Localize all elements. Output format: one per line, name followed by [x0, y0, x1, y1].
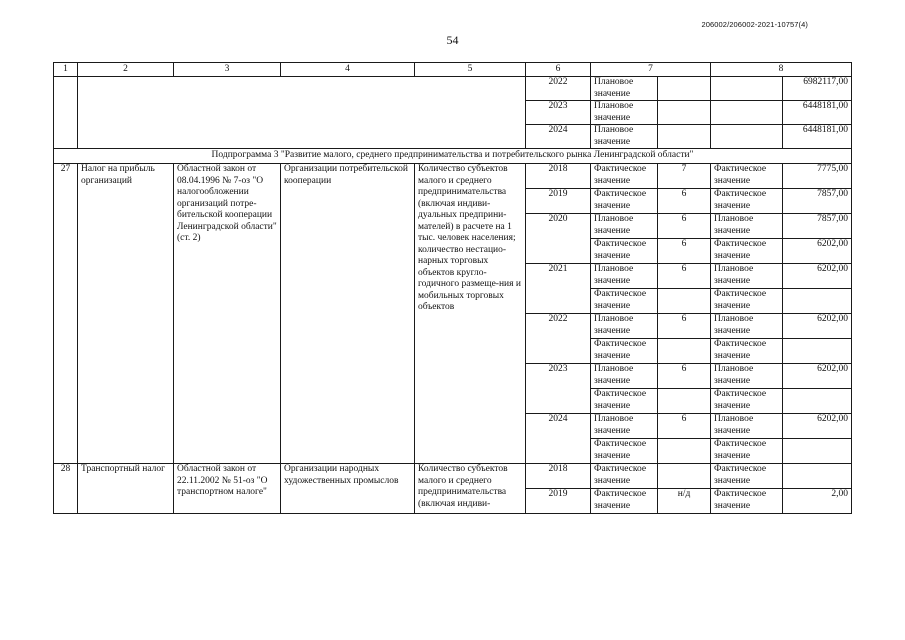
cell-value-kind: Плановое значение — [591, 264, 658, 289]
cell-amount: 7775,00 — [783, 164, 852, 189]
cell-value-kind: Плановое значение — [591, 77, 658, 101]
cell-value-kind: Фактическое значение — [711, 389, 783, 414]
cell-year: 2022 — [526, 77, 591, 101]
cell-amount: 6448181,00 — [783, 101, 852, 125]
cell-value-kind — [711, 101, 783, 125]
cell-value-kind: Фактическое значение — [591, 164, 658, 189]
cell-amount — [783, 389, 852, 414]
cell-value-kind: Фактическое значение — [711, 464, 783, 489]
column-header: 5 — [415, 63, 526, 77]
cell-amount: 6448181,00 — [783, 125, 852, 149]
cell-value-kind: Фактическое значение — [591, 289, 658, 314]
cell-year: 2019 — [526, 489, 591, 514]
cell-year: 2018 — [526, 164, 591, 189]
cell-year: 2022 — [526, 314, 591, 364]
cell-value-kind: Фактическое значение — [591, 464, 658, 489]
cell-value-kind: Фактическое значение — [711, 439, 783, 464]
table-row — [54, 464, 852, 489]
cell-amount: 6202,00 — [783, 314, 852, 339]
subprogram-title: Подпрограмма 3 "Развитие малого, среднего предпринимательства и потребительского рынка Ленинградской области" — [54, 149, 852, 164]
cell-value-kind: Фактическое значение — [591, 439, 658, 464]
column-header: 4 — [281, 63, 415, 77]
cell-count: 7 — [658, 164, 711, 189]
cell-count — [658, 464, 711, 489]
cell-count — [658, 101, 711, 125]
cell-count — [658, 125, 711, 149]
column-header: 3 — [174, 63, 281, 77]
column-header: 6 — [526, 63, 591, 77]
cell-indicator: Количество субъектов малого и среднего предпринимательства (включая индиви-дуальных предприни-мателей) в расчете на 1 тыс. человек населения; количество нестацио-нарных торговых объектов кругло-годичного размеще-ния и мобильных торговых объектов — [415, 164, 526, 464]
column-header: 8 — [711, 63, 852, 77]
cell-value-kind: Плановое значение — [591, 214, 658, 239]
cell-amount: 7857,00 — [783, 189, 852, 214]
table-header-row — [54, 63, 852, 77]
cell-value-kind: Плановое значение — [591, 125, 658, 149]
cell-amount — [783, 439, 852, 464]
cell-value-kind: Фактическое значение — [591, 489, 658, 514]
cell-recipients: Организации потребительской кооперации — [281, 164, 415, 464]
cell-num — [54, 77, 78, 149]
cell-legal-basis: Областной закон от 08.04.1996 № 7-оз "О налогообложении организаций потре-бительской кооперации Ленинградской области" (ст. 2) — [174, 164, 281, 464]
cell-count — [658, 77, 711, 101]
cell-value-kind — [711, 77, 783, 101]
subprogram-row — [54, 149, 852, 164]
cell-year: 2023 — [526, 364, 591, 414]
tax-benefits-table — [53, 62, 852, 514]
cell-legal-basis: Областной закон от 22.11.2002 № 51-оз "О транспортном налоге" — [174, 464, 281, 514]
cell-value-kind: Фактическое значение — [591, 239, 658, 264]
cell-amount: 2,00 — [783, 489, 852, 514]
column-header: 7 — [591, 63, 711, 77]
cell-amount: 6202,00 — [783, 364, 852, 389]
cell-count: 6 — [658, 364, 711, 389]
cell-count — [658, 439, 711, 464]
cell-year: 2019 — [526, 189, 591, 214]
cell-amount: 7857,00 — [783, 214, 852, 239]
cell-amount — [783, 339, 852, 364]
cell-item-number: 28 — [54, 464, 78, 514]
cell-year: 2024 — [526, 414, 591, 464]
cell-value-kind: Фактическое значение — [711, 189, 783, 214]
cell-amount — [783, 289, 852, 314]
cell-value-kind: Плановое значение — [591, 414, 658, 439]
cell-year: 2023 — [526, 101, 591, 125]
table-row — [54, 164, 852, 189]
cell-recipients: Организации народных художественных промыслов — [281, 464, 415, 514]
document-id: 206002/206002-2021-10757(4) — [701, 20, 808, 29]
cell-value-kind: Фактическое значение — [591, 189, 658, 214]
cell-value-kind: Плановое значение — [711, 214, 783, 239]
cell-count — [658, 289, 711, 314]
column-header: 1 — [54, 63, 78, 77]
cell-amount: 6202,00 — [783, 264, 852, 289]
cell-value-kind: Фактическое значение — [711, 489, 783, 514]
cell-value-kind: Плановое значение — [591, 101, 658, 125]
column-header: 2 — [78, 63, 174, 77]
cell-year: 2024 — [526, 125, 591, 149]
cell-year: 2018 — [526, 464, 591, 489]
cell-year: 2020 — [526, 214, 591, 264]
cell-count: 6 — [658, 264, 711, 289]
cell-tax-name: Налог на прибыль организаций — [78, 164, 174, 464]
cell-value-kind: Плановое значение — [711, 314, 783, 339]
cell-value-kind: Фактическое значение — [711, 164, 783, 189]
cell-amount — [783, 464, 852, 489]
cell-value-kind: Фактическое значение — [591, 389, 658, 414]
cell-value-kind: Плановое значение — [711, 414, 783, 439]
cell-value-kind: Фактическое значение — [591, 339, 658, 364]
cell-empty-continuation — [78, 77, 526, 149]
cell-amount: 6202,00 — [783, 239, 852, 264]
cell-value-kind: Фактическое значение — [711, 289, 783, 314]
cell-count: 6 — [658, 189, 711, 214]
cell-count: 6 — [658, 414, 711, 439]
cell-count — [658, 389, 711, 414]
table-row — [54, 77, 852, 101]
cell-tax-name: Транспортный налог — [78, 464, 174, 514]
cell-indicator: Количество субъектов малого и среднего предпринимательства (включая индиви- — [415, 464, 526, 514]
cell-value-kind: Фактическое значение — [711, 239, 783, 264]
cell-value-kind: Плановое значение — [711, 364, 783, 389]
cell-count — [658, 339, 711, 364]
cell-count: 6 — [658, 239, 711, 264]
cell-value-kind: Плановое значение — [591, 364, 658, 389]
cell-value-kind: Плановое значение — [591, 314, 658, 339]
cell-value-kind — [711, 125, 783, 149]
cell-amount: 6982117,00 — [783, 77, 852, 101]
cell-count: 6 — [658, 314, 711, 339]
cell-count: н/д — [658, 489, 711, 514]
page-number: 54 — [446, 33, 459, 47]
cell-count: 6 — [658, 214, 711, 239]
cell-year: 2021 — [526, 264, 591, 314]
cell-value-kind: Фактическое значение — [711, 339, 783, 364]
cell-amount: 6202,00 — [783, 414, 852, 439]
cell-value-kind: Плановое значение — [711, 264, 783, 289]
cell-item-number: 27 — [54, 164, 78, 464]
